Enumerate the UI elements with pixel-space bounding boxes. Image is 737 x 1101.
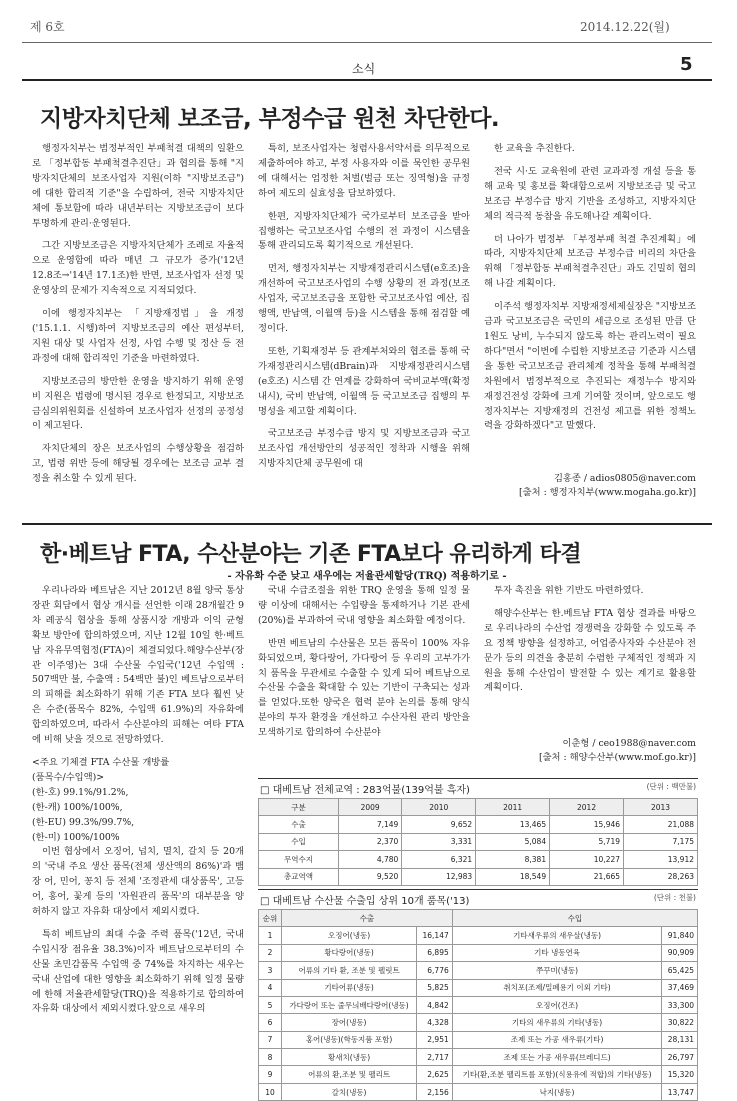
paragraph: 한편, 지방자치단체가 국가로부터 보조금을 받아 집행하는 국고보조사업 수행의 전 과정이 시스템을 통해 관리되도록 획기적으로 개선된다. <box>258 210 470 252</box>
column-header: 2012 <box>550 799 624 816</box>
paragraph: 한 교육을 추진한다. <box>494 143 575 154</box>
table1-caption <box>258 778 698 798</box>
cell: 28,263 <box>624 868 698 885</box>
section-label: 소식 <box>352 62 376 76</box>
export-value: 6,895 <box>417 944 453 961</box>
list-item: (품목수/수입액)> <box>32 771 105 783</box>
row-label: 수출 <box>259 816 339 833</box>
rank: 10 <box>259 1083 282 1100</box>
column-header: 구분 <box>259 799 339 816</box>
rank: 7 <box>259 1031 282 1048</box>
import-item: 쭈꾸미(냉동) <box>452 962 662 979</box>
rank: 6 <box>259 1014 282 1031</box>
cell: 9,652 <box>402 816 476 833</box>
export-value: 16,147 <box>417 927 453 944</box>
article2-title: 한·베트남 FTA, 수산분야는 기존 FTA보다 유리하게 타결 <box>40 542 582 567</box>
trade-volume-table <box>258 798 698 886</box>
import-item: 낙지(냉동) <box>452 1083 662 1100</box>
rank: 8 <box>259 1049 282 1066</box>
article-divider <box>22 523 712 525</box>
article1-column-3 <box>484 142 696 442</box>
author-email: 김홍종 / adios0805@naver.com <box>553 473 696 484</box>
paragraph: 국고보조금 부정수급 방지 및 지방보조금과 국고보조사업 개선방안의 성공적인 정착과 시행을 위해 지방자치단체 공무원에 대 <box>258 428 470 470</box>
column-header: 수출 <box>282 909 453 926</box>
paragraph: 국내 수급조절을 위한 TRQ 운영을 통해 일정 물량 이상에 대해서는 수입량을 통제하거나 기본 관세(20%)를 부과하여 국내 영향을 최소화할 예정이다. <box>258 585 470 626</box>
article2-subtitle: - 자유화 수준 낮고 새우에는 저율관세할당(TRQ) 적용하기로 - <box>227 571 507 582</box>
export-value: 5,825 <box>417 979 453 996</box>
paragraph: 또한, 기획재정부 등 관계부처와의 협조를 통해 국가재정관리시스템(dBrain)과 지방재정관리시스템(e호조) 시스템 간 연계를 강화하여 국비교부액(확정내시), 국비 반납액, 이월액 등 국고보조금 집행의 투명성을 제고할 계획이다. <box>258 345 470 417</box>
table-row <box>259 816 698 833</box>
export-item: 가다랑어 또는 줄무늬배다랑어(냉동) <box>282 996 417 1013</box>
table-row <box>259 1049 698 1066</box>
paragraph: 특히, 보조사업자는 청렴사용서약서를 의무적으로 제출하여야 하고, 부정 사용자와 이를 묵인한 공무원에 대해서는 엄정한 처벌(벌금 또는 징역형)을 규정하여 제도의 실효성을 담보하였다. <box>258 143 470 199</box>
issue-date: 2014.12.22(월) <box>580 20 670 34</box>
export-value: 2,717 <box>417 1049 453 1066</box>
page-number: 5 <box>680 54 693 75</box>
paragraph: 특히 베트남의 최대 수출 주력 품목('12년, 국내 수입시장 점유율 38.3%)이자 베트남으로부터의 수산물 초민감품목 수입액 중 74%를 차지하는 새우는 국내 산업에 대한 영향을 최소화하기 위해 일정 물량에 한해 저율관세할당(TRQ)을 적용하기로 합의하여 자유화 대상에서 제외시켰다.앞으로 새우의 <box>32 928 244 1015</box>
cell: 13,465 <box>476 816 550 833</box>
table-row <box>259 962 698 979</box>
column-header: 2010 <box>402 799 476 816</box>
export-item: 오징어(냉동) <box>282 927 417 944</box>
article2-column-2 <box>258 584 470 749</box>
article2-column-1 <box>32 584 244 1025</box>
rank: 5 <box>259 996 282 1013</box>
article1-title: 지방자치단체 보조금, 부정수급 원천 차단한다. <box>40 106 500 132</box>
cell: 21,088 <box>624 816 698 833</box>
paragraph: 먼저, 행정자치부는 지방재정관리시스템(e호조)을 개선하여 국고보조사업의 수행 상황의 전 과정(보조사업자, 국고보조금을 포함한 국고보조사업 예산, 집행액, 반납액, 이월액 등)을 시스템을 통해 점검할 예정이다. <box>258 263 470 334</box>
table-row <box>259 1083 698 1100</box>
import-item: 오징어(건조) <box>452 996 662 1013</box>
article1-column-1 <box>32 142 244 495</box>
list-item: (한-미) 100%/100% <box>32 831 120 843</box>
import-value: 91,840 <box>662 927 698 944</box>
cell: 5,084 <box>476 833 550 850</box>
paragraph: 이주석 행정자치부 지방재정세제실장은 "지방보조금과 국고보조금은 국민의 세금으로 조성된 만큼 단 1원도 낭비, 누수되지 않도록 하는 관리노력이 필요하다"면서 "이번에 수립한 지방보조금 기준과 시스템을 통한 국고보조금 관리체계 정착을 통해 부패척결 차원에서 범정부적으로 추진되는 재정누수 방지와 재정건전성 강화에 크게 기여할 것이며, 앞으로도 행정자치부는 지방재정의 건전성 제고를 위한 정책노력을 강화하겠다"고 말했다. <box>484 301 696 432</box>
paragraph: 이번 협상에서 오징어, 넙치, 멸치, 갈치 등 20개의 '국내 주요 생산 품목(전체 생산액의 86%)'과 뱀장 어, 민어, 꽁치 등 전체 '조정관세 대상품목', 고등어, 홍어, 꽃게 등의 '자원관리 품목'의 대부분을 양 허하지 않고 자유화 대상에서 제외시켰다. <box>32 846 244 918</box>
article1-byline <box>484 472 696 500</box>
page-header <box>0 0 737 80</box>
import-value: 13,747 <box>662 1083 698 1100</box>
cell: 7,175 <box>624 833 698 850</box>
paragraph: 지방보조금의 방만한 운영을 방지하기 위해 운영비 지원은 법령에 명시된 경우로 한정되고, 지방보조금심의위원회를 신설하여 보조사업자 선정의 공정성이 제고된다. <box>32 375 244 432</box>
table-row <box>259 851 698 868</box>
import-value: 90,909 <box>662 944 698 961</box>
header-rule <box>22 42 712 43</box>
cell: 3,331 <box>402 833 476 850</box>
rank: 3 <box>259 962 282 979</box>
export-value: 2,625 <box>417 1066 453 1083</box>
source: [출처 : 해양수산부(www.mof.go.kr)] <box>538 752 696 763</box>
column-header: 2013 <box>624 799 698 816</box>
import-item: 조제 또는 가공 새우류(브레디드) <box>452 1049 662 1066</box>
table2-caption <box>258 889 698 909</box>
paragraph: 해양수산부는 한.베트남 FTA 협상 결과를 바탕으로 우리나라의 수산업 경쟁력을 강화할 수 있도록 주요 정책 방향을 설정하고, 어업종사자와 수산분야 전문가 등의 의견을 충분히 수렴한 구체적인 정책과 지원을 통해 수산업이 발전할 수 있는 계기로 활용할 계획이다. <box>484 607 696 694</box>
trade-tables <box>258 778 698 1101</box>
import-value: 37,469 <box>662 979 698 996</box>
export-item: 어류의 환,조분 및 펠리트 <box>282 1066 417 1083</box>
export-value: 6,776 <box>417 962 453 979</box>
table-row <box>259 1014 698 1031</box>
cell: 21,665 <box>550 868 624 885</box>
article1-column-2 <box>258 142 470 480</box>
cell: 4,780 <box>338 851 401 868</box>
cell: 10,227 <box>550 851 624 868</box>
table-row <box>259 1066 698 1083</box>
cell: 13,912 <box>624 851 698 868</box>
table1-title: □ 대베트남 전체교역 : 283억불(139억불 흑자) <box>260 785 470 796</box>
cell: 12,983 <box>402 868 476 885</box>
import-item: 기타새우류의 새우살(냉동) <box>452 927 662 944</box>
source: [출처 : 행정자치부(www.mogaha.go.kr)] <box>519 487 696 498</box>
list-item: (한-호) 99.1%/91.2%, <box>32 786 129 798</box>
cell: 9,520 <box>338 868 401 885</box>
paragraph: 전국 시·도 교육원에 관련 교과과정 개설 등을 통해 교육 및 홍보를 확대함으로써 지방보조금 및 국고보조금 부정수급 방지 기반을 조성하고, 지방자치단체의 적극적 동참을 유도해나갈 계획이다. <box>484 165 696 222</box>
rank: 1 <box>259 927 282 944</box>
cell: 5,719 <box>550 833 624 850</box>
export-item: 갈치(냉동) <box>282 1083 417 1100</box>
table1-unit: (단위 : 백만불) <box>646 782 696 791</box>
cell: 8,381 <box>476 851 550 868</box>
export-item: 황새치(냉동) <box>282 1049 417 1066</box>
paragraph: 더 나아가 범정부 「부정부패 척결 추진계획」에 따라, 지방자치단체 보조금 부정수급 비리의 차단을 위해 「정부합동 부패척결추진단」과도 긴밀히 협의해 나갈 계획이다. <box>484 233 696 290</box>
table-row <box>259 944 698 961</box>
table-row <box>259 979 698 996</box>
import-value: 33,300 <box>662 996 698 1013</box>
export-value: 2,951 <box>417 1031 453 1048</box>
issue-number: 제 6호 <box>30 20 65 34</box>
export-item: 홍어(냉동)(학동지품 포함) <box>282 1031 417 1048</box>
table2-title: □ 대베트남 수산물 수출입 상위 10개 품목('13) <box>260 895 470 907</box>
article2-column-3 <box>484 584 696 704</box>
import-item: 기타 냉동연육 <box>452 944 662 961</box>
export-value: 4,842 <box>417 996 453 1013</box>
cell: 2,370 <box>338 833 401 850</box>
list-item: (한-EU) 99.3%/99.7%, <box>32 816 135 828</box>
import-value: 30,822 <box>662 1014 698 1031</box>
export-item: 어류의 기타 환, 조분 및 펠릿트 <box>282 962 417 979</box>
row-label: 무역수지 <box>259 851 339 868</box>
import-value: 15,320 <box>662 1066 698 1083</box>
paragraph: 행정자치부는 범정부적인 부패척결 대책의 일환으로 「정부합동 부패척결추진단」과 협의를 통해 "지방자치단체의 보조사업자 지원(이하 "지방보조금")에 대한 합리적 기준"을 수립하여, 전국 지방자치단체에 통보함에 따라 내년부터는 지방보조금이 보다 투명하게 관리·운영된다. <box>32 143 244 229</box>
fta-rate-list <box>32 756 244 845</box>
export-item: 기타어류(냉동) <box>282 979 417 996</box>
author-email: 이춘형 / ceo1988@naver.com <box>562 738 696 749</box>
table-row <box>259 833 698 850</box>
table-row <box>259 868 698 885</box>
rank: 9 <box>259 1066 282 1083</box>
import-value: 28,131 <box>662 1031 698 1048</box>
cell: 7,149 <box>338 816 401 833</box>
paragraph: 이에 행정자치부는 「지방재정법」을 개정('15.1.1. 시행)하여 지방보조금의 예산 편성부터, 지원 대상 및 사업자 선정, 사업 수행 및 정산 등 전 과정에 대해 합리적인 기준을 마련하였다. <box>32 308 244 364</box>
column-header: 수입 <box>452 909 697 926</box>
export-value: 2,156 <box>417 1083 453 1100</box>
list-item: (한-캐) 100%/100%, <box>32 801 123 813</box>
cell: 6,321 <box>402 851 476 868</box>
import-item: 기타의 새우류의 기타(냉동) <box>452 1014 662 1031</box>
table-row <box>259 996 698 1013</box>
import-value: 65,425 <box>662 962 698 979</box>
paragraph: 반면 베트남의 수산물은 모든 품목이 100% 자유화되었으며, 황다랑어, 가다랑어 등 우리의 고부가가치 품목을 무관세로 수출할 수 있게 되어 베트남으로 수산물 수출을 확대할 수 있는 기반이 구축되는 성과를 얻었다.또한 양국은 협력 분야 논의를 통해 양식분야의 투자 환경을 개선하고 수산자원 관리 방안을 모색하기로 합의하여 수산분야 <box>258 637 470 739</box>
table2-unit: (단위 : 천불) <box>653 892 696 902</box>
rank: 4 <box>259 979 282 996</box>
paragraph: 그간 지방보조금은 지방자치단체가 조례로 자율적으로 운영함에 따라 매년 그 규모가 증가('12년 12.8조→'14년 17.1조)한 반면, 보조사업자 선정 및 운영상의 문제가 지속적으로 지적되었다. <box>32 240 244 297</box>
column-header: 2011 <box>476 799 550 816</box>
import-value: 26,797 <box>662 1049 698 1066</box>
cell: 15,946 <box>550 816 624 833</box>
import-item: 취치포(조제/밀폐용기 이외 기타) <box>452 979 662 996</box>
paragraph: 자치단체의 장은 보조사업의 수행상황을 점검하고, 법령 위반 등에 해당될 경우에는 보조금 교부 결정을 취소할 수 있게 된다. <box>32 443 244 485</box>
column-header: 2009 <box>338 799 401 816</box>
rank: 2 <box>259 944 282 961</box>
export-item: 황다랑어(냉동) <box>282 944 417 961</box>
row-label: 총교역액 <box>259 868 339 885</box>
article2-byline <box>484 737 696 765</box>
import-item: 조제 또는 가공 새우류(기타) <box>452 1031 662 1048</box>
import-item: 기타(환,조분 펠리트를 포함)(식용유에 적합)의 기타(냉동) <box>452 1066 662 1083</box>
paragraph: 투자 촉진을 위한 기반도 마련하였다. <box>494 585 644 596</box>
table-row <box>259 927 698 944</box>
seafood-top10-table <box>258 909 698 1101</box>
export-value: 4,328 <box>417 1014 453 1031</box>
row-label: 수입 <box>259 833 339 850</box>
cell: 18,549 <box>476 868 550 885</box>
table-row <box>259 1031 698 1048</box>
column-header: 순위 <box>259 909 282 926</box>
paragraph: 우리나라와 베트남은 지난 2012년 8월 양국 통상장관 회담에서 협상 개시를 선언한 이래 28개월간 9차 례공식 협상을 통해 상품시장 개방과 이익 균형 확보 방안에 합의하였으며, 지난 12월 10일 한·베트남 자유무역협정(FTA)이 체결되었다.해양수산부(장관 이주영)는 3대 수산물 수입국('12년 수입액 : 507백만 불, 수출액 : 54백만 불)인 베트남으로부터의 피해를 최소화하기 위해 기존 FTA 보다 훨씬 낮은 수준(품목수 82%, 수입액 61.9%)의 자유화에 합의하였으며, 따라서 수산분야의 피해는 여타 FTA에 비해 낮을 것으로 전망하였다. <box>32 585 244 746</box>
export-item: 장어(냉동) <box>282 1014 417 1031</box>
header-rule-bold <box>22 79 712 81</box>
list-title: <주요 기체결 FTA 수산물 개방률 <box>32 756 170 768</box>
